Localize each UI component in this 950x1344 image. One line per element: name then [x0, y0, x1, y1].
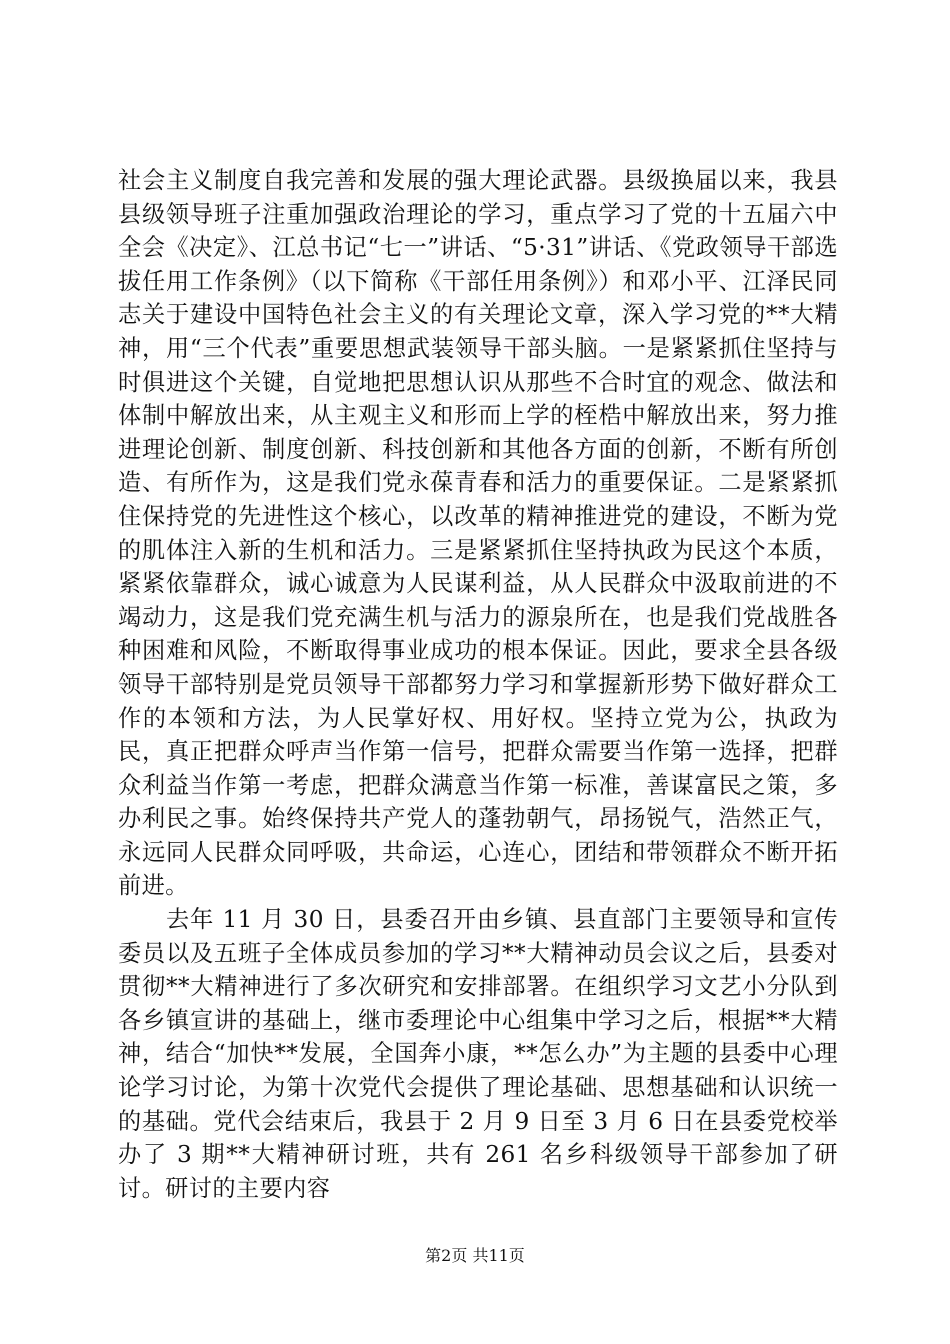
paragraph: 去年 11 月 30 日，县委召开由乡镇、县直部门主要领导和宣传委员以及五班子全体成员参加的学习**大精神动员会议之后，县委对贯彻**大精神进行了多次研究和安排部署。在组织学习文艺小分队到各乡镇宣讲的基础上，继市委理论中心组集中学习之后，根据**大精神，结合“加快**发展，全国奔小康，**怎么办”为主题的县委中心理论学习讨论，为第十次党代会提供了理论基础、思想基础和认识统一的基础。党代会结束后，我县于 2 月 9 日至 3 月 6 日在县委党校举办了 3 期**大精神研讨班，共有 261 名乡科级领导干部参加了研讨。研讨的主要内容 [118, 906, 838, 1202]
document-body [118, 164, 838, 1205]
page-number: 第2页 共11页 [425, 1246, 525, 1265]
paragraph-continued: 社会主义制度自我完善和发展的强大理论武器。县级换届以来，我县县级领导班子注重加强政治理论的学习，重点学习了党的十五届六中全会《决定》、江总书记“七一”讲话、“5·31”讲话、《党政领导干部选拔任用工作条例》（以下简称《干部任用条例》）和邓小平、江泽民同志关于建设中国特色社会主义的有关理论文章，深入学习党的**大精神，用“三个代表”重要思想武装领导干部头脑。一是紧紧抓住坚持与时俱进这个关键，自觉地把思想认识从那些不合时宜的观念、做法和体制中解放出来，从主观主义和形而上学的桎梏中解放出来，努力推进理论创新、制度创新、科技创新和其他各方面的创新，不断有所创造、有所作为，这是我们党永葆青春和活力的重要保证。二是紧紧抓住保持党的先进性这个核心，以改革的精神推进党的建设，不断为党的肌体注入新的生机和活力。三是紧紧抓住坚持执政为民这个本质，紧紧依靠群众，诚心诚意为人民谋利益，从人民群众中汲取前进的不竭动力，这是我们党充满生机与活力的源泉所在，也是我们党战胜各种困难和风险，不断取得事业成功的根本保证。因此，要求全县各级领导干部特别是党员领导干部都努力学习和掌握新形势下做好群众工作的本领和方法，为人民掌好权、用好权。坚持立党为公，执政为民，真正把群众呼声当作第一信号，把群众需要当作第一选择，把群众利益当作第一考虑，把群众满意当作第一标准，善谋富民之策，多办利民之事。始终保持共产党人的蓬勃朝气，昂扬锐气，浩然正气，永远同人民群众同呼吸，共命运，心连心，团结和带领群众不断开拓前进。 [118, 167, 838, 900]
